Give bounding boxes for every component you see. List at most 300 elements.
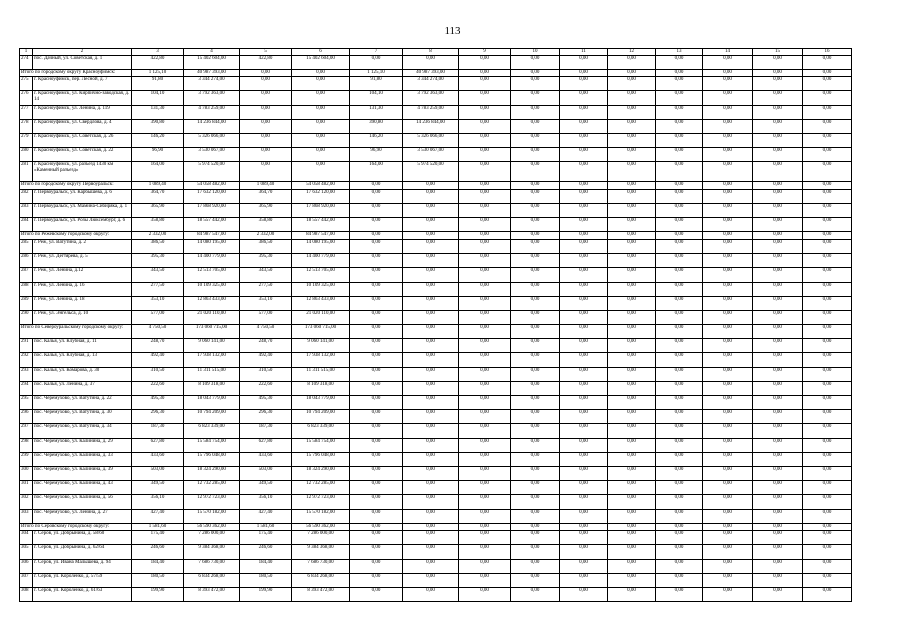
address-cell: г. Красноуфимск, ул. разъезд 1430 км «Каменный разъезд» (33, 162, 132, 182)
value-cell: 0,00 (403, 495, 459, 509)
value-cell: 0,00 (459, 55, 511, 69)
value-cell: 15 796 048,00 (184, 452, 240, 466)
column-number: 7 (350, 49, 403, 56)
value-cell: 0,00 (511, 353, 560, 367)
value-cell: 146,20 (132, 134, 184, 148)
value-cell: 0,00 (803, 353, 852, 367)
value-cell: 0,00 (656, 268, 703, 282)
value-cell: 0,00 (803, 495, 852, 509)
value-cell: 0,00 (608, 545, 656, 559)
value-cell: 0,00 (703, 353, 753, 367)
value-cell: 0,00 (608, 424, 656, 438)
address-cell: пос. Черемухово, ул. Калинина, д. 33 (33, 452, 132, 466)
value-cell: 0,00 (459, 218, 511, 232)
value-cell: 0,00 (403, 325, 459, 339)
column-number: 11 (560, 49, 608, 56)
value-cell: 422,80 (240, 55, 292, 69)
value-cell: 0,00 (350, 573, 403, 587)
address-cell: г. Реж, ул. Ватутина, д. 2 (33, 239, 132, 253)
address-cell: г. Красноуфимск, пер. Лесной, д. 7 (33, 77, 132, 91)
value-cell: 0,00 (608, 55, 656, 69)
value-cell: 0,00 (656, 119, 703, 133)
table-row (20, 438, 852, 452)
value-cell: 0,00 (240, 148, 292, 162)
value-cell: 0,00 (459, 105, 511, 119)
value-cell: 0,00 (608, 396, 656, 410)
value-cell: 0,00 (608, 531, 656, 545)
value-cell: 0,00 (656, 367, 703, 381)
value-cell: 0,00 (459, 452, 511, 466)
value-cell: 0,00 (350, 325, 403, 339)
value-cell: 17 938 132,00 (292, 353, 350, 367)
value-cell: 0,00 (403, 55, 459, 69)
value-cell: 0,00 (560, 559, 608, 573)
value-cell: 0,00 (703, 410, 753, 424)
row-number: 299 (20, 452, 33, 466)
value-cell: 0,00 (753, 268, 803, 282)
value-cell: 0,00 (511, 396, 560, 410)
value-cell: 0,00 (656, 495, 703, 509)
value-cell: 0,00 (403, 438, 459, 452)
value-cell: 4 783 259,00 (184, 105, 240, 119)
total-label: Итого по городскому округу Красноуфимск: (20, 69, 132, 77)
value-cell: 349,50 (132, 481, 184, 495)
value-cell: 0,00 (803, 232, 852, 240)
table-row (20, 254, 852, 268)
value-cell: 0,00 (803, 396, 852, 410)
value-cell: 0,00 (459, 268, 511, 282)
value-cell: 0,00 (459, 353, 511, 367)
value-cell: 0,00 (560, 481, 608, 495)
value-cell: 0,00 (403, 218, 459, 232)
row-number: 284 (20, 218, 33, 232)
value-cell: 0,00 (803, 545, 852, 559)
value-cell: 0,00 (803, 119, 852, 133)
value-cell: 0,00 (703, 119, 753, 133)
table-row (20, 509, 852, 523)
value-cell: 246,60 (132, 545, 184, 559)
address-cell: пос. Черемухово, ул. Калинина, д. 29 (33, 438, 132, 452)
value-cell: 0,00 (560, 325, 608, 339)
value-cell: 0,00 (511, 282, 560, 296)
value-cell: 0,00 (703, 531, 753, 545)
table-row (20, 481, 852, 495)
value-cell: 0,00 (350, 509, 403, 523)
value-cell: 0,00 (803, 162, 852, 182)
value-cell: 11 311 515,00 (292, 367, 350, 381)
value-cell: 353,10 (240, 296, 292, 310)
value-cell: 386,50 (132, 239, 184, 253)
value-cell: 390,80 (350, 119, 403, 133)
value-cell: 296,30 (132, 410, 184, 424)
row-number: 288 (20, 282, 33, 296)
value-cell: 0,00 (350, 339, 403, 353)
value-cell: 0,00 (403, 523, 459, 531)
value-cell: 56 590 362,00 (184, 523, 240, 531)
table-row (20, 410, 852, 424)
value-cell: 0,00 (656, 452, 703, 466)
value-cell: 0,00 (511, 559, 560, 573)
value-cell: 0,00 (608, 119, 656, 133)
row-number: 304 (20, 531, 33, 545)
value-cell: 0,00 (753, 148, 803, 162)
value-cell: 0,00 (608, 353, 656, 367)
value-cell: 10 794 209,00 (292, 410, 350, 424)
value-cell: 5 326 066,00 (184, 134, 240, 148)
value-cell: 0,00 (803, 55, 852, 69)
column-number: 9 (459, 49, 511, 56)
value-cell: 9 060 141,00 (292, 339, 350, 353)
value-cell: 7 686 730,00 (292, 559, 350, 573)
value-cell: 0,00 (656, 424, 703, 438)
total-label: Итого по городскому округу Первоуральск: (20, 182, 132, 190)
value-cell: 0,00 (560, 55, 608, 69)
value-cell: 0,00 (656, 204, 703, 218)
value-cell: 0,00 (656, 523, 703, 531)
value-cell: 0,00 (403, 282, 459, 296)
value-cell: 0,00 (350, 353, 403, 367)
value-cell: 0,00 (560, 268, 608, 282)
value-cell: 11 311 515,00 (184, 367, 240, 381)
value-cell: 0,00 (459, 466, 511, 480)
table-row (20, 296, 852, 310)
value-cell: 0,00 (403, 466, 459, 480)
address-cell: пос. Калья, ул. Комарова, д. 30 (33, 367, 132, 381)
value-cell: 0,00 (608, 509, 656, 523)
value-cell: 6 823 339,00 (184, 424, 240, 438)
value-cell: 14 400 779,00 (292, 254, 350, 268)
value-cell: 0,00 (656, 134, 703, 148)
value-cell: 0,00 (608, 481, 656, 495)
value-cell: 0,00 (350, 381, 403, 395)
value-cell: 14 236 844,00 (184, 119, 240, 133)
address-cell: пос. Черемухово, ул. Ватутина, д. 22 (33, 396, 132, 410)
value-cell: 0,00 (459, 367, 511, 381)
value-cell: 0,00 (350, 466, 403, 480)
value-cell: 0,00 (403, 367, 459, 381)
address-cell: г. Серов, ул. Ивана Малышева, д. 94 (33, 559, 132, 573)
address-cell: пос. Калья, ул. Ленина, д. 37 (33, 381, 132, 395)
column-number: 5 (240, 49, 292, 56)
value-cell: 3 530 067,00 (403, 148, 459, 162)
address-cell: г. Первоуральск, ул. Карбышева, д. 6 (33, 189, 132, 203)
column-number: 3 (132, 49, 184, 56)
value-cell: 349,50 (240, 481, 292, 495)
total-row (20, 69, 852, 77)
value-cell: 0,00 (803, 134, 852, 148)
row-number: 277 (20, 105, 33, 119)
value-cell: 10 109 325,00 (292, 282, 350, 296)
value-cell: 0,00 (703, 162, 753, 182)
table-row (20, 218, 852, 232)
table-row (20, 148, 852, 162)
value-cell: 0,00 (350, 523, 403, 531)
value-cell: 0,00 (403, 452, 459, 466)
value-cell: 18 324 290,00 (184, 466, 240, 480)
value-cell: 0,00 (656, 531, 703, 545)
value-cell: 0,00 (459, 119, 511, 133)
value-cell: 0,00 (403, 182, 459, 190)
table-row (20, 339, 852, 353)
value-cell: 0,00 (753, 339, 803, 353)
value-cell: 0,00 (703, 573, 753, 587)
value-cell: 2 332,00 (132, 232, 184, 240)
value-cell: 0,00 (560, 134, 608, 148)
address-cell: г. Реж, ул. Дегтярева, д. 5 (33, 254, 132, 268)
value-cell: 0,00 (703, 523, 753, 531)
value-cell: 146,20 (350, 134, 403, 148)
row-number: 295 (20, 396, 33, 410)
value-cell: 0,00 (803, 587, 852, 601)
value-cell: 0,00 (511, 218, 560, 232)
value-cell: 0,00 (803, 189, 852, 203)
address-cell: г. Первоуральск, ул. Розы Люксембург, д. 6 (33, 218, 132, 232)
value-cell: 12 863 433,00 (184, 296, 240, 310)
value-cell: 0,00 (608, 204, 656, 218)
value-cell: 296,30 (240, 410, 292, 424)
value-cell: 0,00 (459, 509, 511, 523)
value-cell: 199,90 (132, 587, 184, 601)
value-cell: 0,00 (350, 438, 403, 452)
value-cell: 12 972 723,00 (184, 495, 240, 509)
value-cell: 356,10 (240, 495, 292, 509)
value-cell: 1 125,10 (132, 69, 184, 77)
value-cell: 17 632 120,00 (184, 189, 240, 203)
value-cell: 0,00 (803, 325, 852, 339)
address-cell: г. Красноуфимск, ул. Кирпично-заводская, д. 14 (33, 91, 132, 105)
value-cell: 0,00 (292, 91, 350, 105)
value-cell: 390,80 (132, 119, 184, 133)
value-cell: 56 590 362,00 (292, 523, 350, 531)
value-cell: 0,00 (459, 523, 511, 531)
value-cell: 0,00 (608, 77, 656, 91)
value-cell: 15 570 182,00 (292, 509, 350, 523)
value-cell: 0,00 (703, 91, 753, 105)
value-cell: 0,00 (703, 55, 753, 69)
total-row (20, 523, 852, 531)
value-cell: 0,00 (703, 182, 753, 190)
value-cell: 0,00 (511, 268, 560, 282)
value-cell: 0,00 (511, 509, 560, 523)
value-cell: 0,00 (459, 310, 511, 324)
value-cell: 0,00 (459, 396, 511, 410)
value-cell: 0,00 (608, 91, 656, 105)
value-cell: 0,00 (350, 531, 403, 545)
row-number: 302 (20, 495, 33, 509)
value-cell: 0,00 (656, 91, 703, 105)
value-cell: 0,00 (459, 204, 511, 218)
value-cell: 0,00 (511, 381, 560, 395)
value-cell: 10 794 209,00 (184, 410, 240, 424)
value-cell: 0,00 (350, 481, 403, 495)
value-cell: 0,00 (560, 105, 608, 119)
value-cell: 0,00 (753, 410, 803, 424)
value-cell: 6 834 268,00 (292, 573, 350, 587)
value-cell: 0,00 (608, 438, 656, 452)
value-cell: 0,00 (511, 91, 560, 105)
row-number: 278 (20, 119, 33, 133)
value-cell: 0,00 (608, 296, 656, 310)
value-cell: 5 326 066,00 (403, 134, 459, 148)
value-cell: 0,00 (753, 254, 803, 268)
value-cell: 0,00 (292, 77, 350, 91)
value-cell: 175,40 (132, 531, 184, 545)
row-number: 300 (20, 466, 33, 480)
value-cell: 0,00 (403, 545, 459, 559)
value-cell: 0,00 (459, 339, 511, 353)
value-cell: 0,00 (459, 239, 511, 253)
value-cell: 0,00 (656, 410, 703, 424)
value-cell: 0,00 (656, 105, 703, 119)
table-row (20, 119, 852, 133)
value-cell: 184,40 (240, 559, 292, 573)
value-cell: 8 109 318,00 (184, 381, 240, 395)
column-number: 10 (511, 49, 560, 56)
value-cell: 0,00 (350, 410, 403, 424)
value-cell: 0,00 (703, 396, 753, 410)
value-cell: 0,00 (703, 69, 753, 77)
value-cell: 0,00 (403, 239, 459, 253)
value-cell: 0,00 (560, 182, 608, 190)
value-cell: 0,00 (608, 232, 656, 240)
value-cell: 0,00 (403, 189, 459, 203)
value-cell: 0,00 (511, 339, 560, 353)
value-cell: 0,00 (753, 452, 803, 466)
value-cell: 0,00 (560, 189, 608, 203)
value-cell: 0,00 (403, 381, 459, 395)
value-cell: 0,00 (656, 396, 703, 410)
value-cell: 12 732 285,00 (184, 481, 240, 495)
table-row (20, 55, 852, 69)
value-cell: 4 783 259,00 (403, 105, 459, 119)
value-cell: 503,00 (132, 466, 184, 480)
address-cell: г. Реж, ул. Энгельса, д. 10 (33, 310, 132, 324)
value-cell: 0,00 (459, 531, 511, 545)
value-cell: 0,00 (560, 367, 608, 381)
value-cell: 1 089,40 (132, 182, 184, 190)
value-cell: 0,00 (403, 531, 459, 545)
value-cell: 0,00 (350, 424, 403, 438)
value-cell: 0,00 (753, 509, 803, 523)
page-number: 113 (444, 25, 461, 37)
value-cell: 0,00 (459, 481, 511, 495)
value-cell: 310,50 (240, 367, 292, 381)
value-cell: 0,00 (703, 282, 753, 296)
value-cell: 6 823 339,00 (292, 424, 350, 438)
value-cell: 0,00 (703, 77, 753, 91)
value-cell: 18 324 290,00 (292, 466, 350, 480)
value-cell: 1 089,40 (240, 182, 292, 190)
address-cell: пос. Черемухово, ул. Калинина, д. 43 (33, 481, 132, 495)
value-cell: 0,00 (350, 310, 403, 324)
value-cell: 0,00 (656, 481, 703, 495)
value-cell: 0,00 (803, 239, 852, 253)
value-cell: 0,00 (703, 268, 753, 282)
value-cell: 0,00 (511, 545, 560, 559)
value-cell: 0,00 (560, 296, 608, 310)
value-cell: 0,00 (459, 587, 511, 601)
value-cell: 18 043 779,00 (184, 396, 240, 410)
total-row (20, 232, 852, 240)
value-cell: 0,00 (753, 325, 803, 339)
value-cell: 164,00 (350, 162, 403, 182)
value-cell: 0,00 (511, 204, 560, 218)
value-cell: 0,00 (608, 381, 656, 395)
value-cell: 0,00 (656, 218, 703, 232)
value-cell: 0,00 (608, 495, 656, 509)
value-cell: 0,00 (403, 296, 459, 310)
column-number: 1 (20, 49, 33, 56)
value-cell: 0,00 (753, 573, 803, 587)
value-cell: 0,00 (803, 531, 852, 545)
value-cell: 503,00 (240, 466, 292, 480)
value-cell: 0,00 (703, 134, 753, 148)
value-cell: 0,00 (803, 148, 852, 162)
value-cell: 0,00 (753, 559, 803, 573)
value-cell: 17 632 120,00 (292, 189, 350, 203)
address-cell: г. Серов, ул. Короленко, д. 61/63 (33, 587, 132, 601)
value-cell: 0,00 (803, 254, 852, 268)
value-cell: 365,90 (240, 204, 292, 218)
address-cell: г. Реж, ул. Ленина, д.12 (33, 268, 132, 282)
row-number: 285 (20, 239, 33, 253)
value-cell: 0,00 (803, 523, 852, 531)
value-cell: 0,00 (753, 310, 803, 324)
total-row (20, 325, 852, 339)
value-cell: 0,00 (656, 545, 703, 559)
value-cell: 0,00 (350, 254, 403, 268)
value-cell: 0,00 (403, 587, 459, 601)
value-cell: 0,00 (459, 232, 511, 240)
value-cell: 14 400 779,00 (184, 254, 240, 268)
value-cell: 6 834 268,00 (184, 573, 240, 587)
value-cell: 0,00 (608, 239, 656, 253)
value-cell: 0,00 (656, 254, 703, 268)
value-cell: 84 987 547,00 (184, 232, 240, 240)
value-cell: 175,40 (240, 531, 292, 545)
row-number: 287 (20, 268, 33, 282)
value-cell: 173 060 715,00 (292, 325, 350, 339)
value-cell: 422,80 (132, 55, 184, 69)
value-cell: 12 732 285,00 (292, 481, 350, 495)
table-row (20, 204, 852, 218)
value-cell: 0,00 (656, 353, 703, 367)
value-cell: 0,00 (656, 77, 703, 91)
value-cell: 0,00 (560, 523, 608, 531)
total-label: Итого по Серовскому городскому округу: (20, 523, 132, 531)
value-cell: 0,00 (656, 325, 703, 339)
value-cell: 0,00 (753, 232, 803, 240)
value-cell: 18 557 442,00 (184, 218, 240, 232)
value-cell: 310,50 (132, 367, 184, 381)
value-cell: 5 974 520,00 (403, 162, 459, 182)
value-cell: 0,00 (703, 367, 753, 381)
value-cell: 0,00 (703, 239, 753, 253)
table-row (20, 559, 852, 573)
address-cell: г. Серов, ул. Короленко, д. 57/59 (33, 573, 132, 587)
address-cell: г. Серов, ул. Добрынина, д. 62/64 (33, 545, 132, 559)
value-cell: 222,60 (240, 381, 292, 395)
value-cell: 0,00 (350, 495, 403, 509)
value-cell: 17 868 920,00 (292, 204, 350, 218)
housing-table (19, 48, 852, 602)
value-cell: 0,00 (403, 339, 459, 353)
value-cell: 4 750,50 (240, 325, 292, 339)
value-cell: 0,00 (608, 466, 656, 480)
table-row (20, 189, 852, 203)
value-cell: 0,00 (240, 69, 292, 77)
address-cell: пос. Черемухово, ул. Ленина, д. 27 (33, 509, 132, 523)
